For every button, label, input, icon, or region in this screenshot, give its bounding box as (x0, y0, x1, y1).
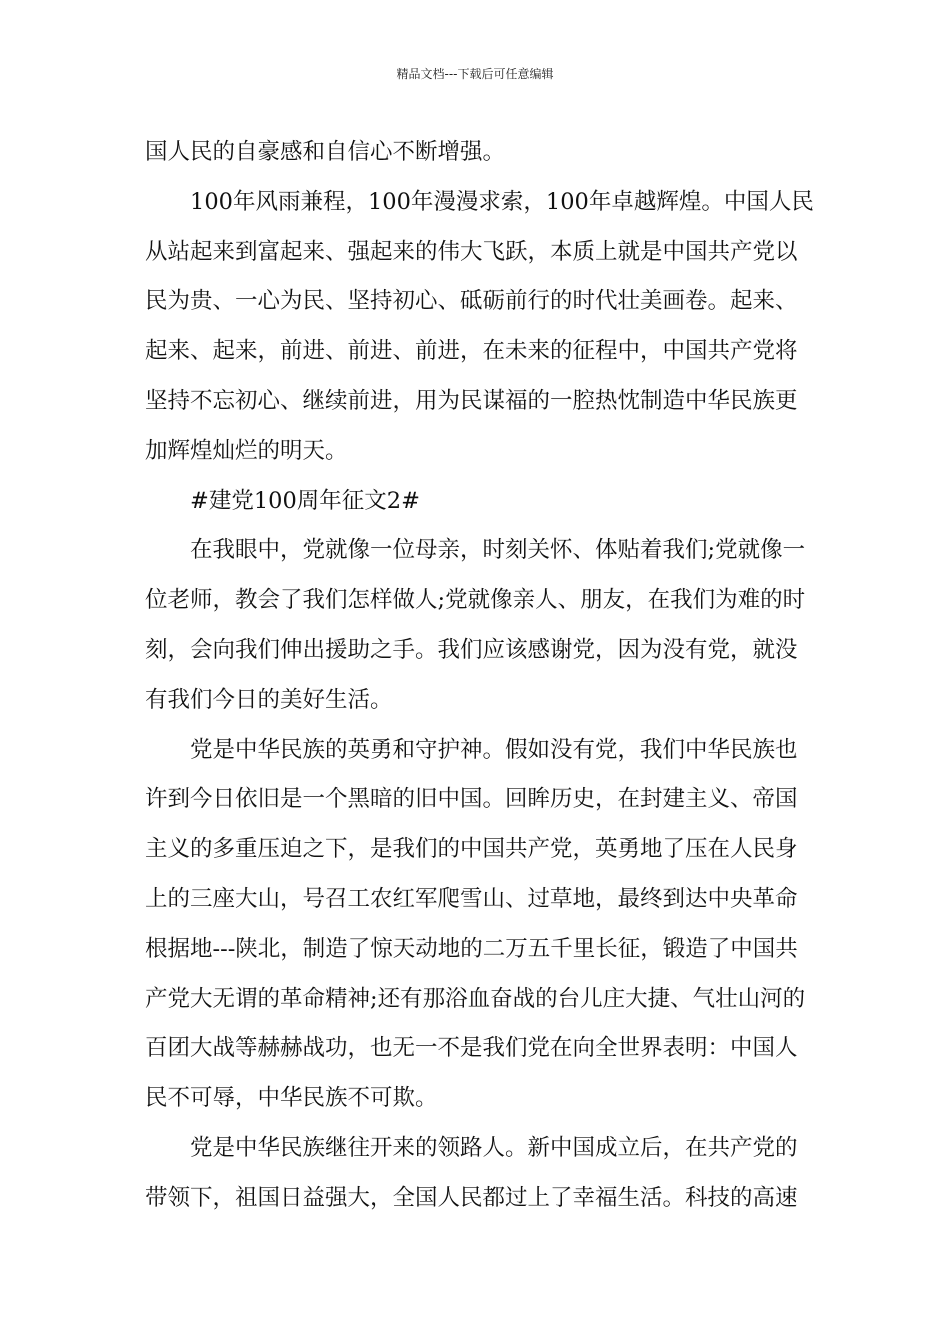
text-line: 产党大无谓的革命精神;还有那浴血奋战的台儿庄大捷、气壮山河的 (145, 985, 806, 1012)
section-heading: #建党100周年征文2# (190, 487, 420, 514)
page-header: 精品文档---下载后可任意编辑 (396, 67, 554, 81)
text-line: 带领下，祖国日益强大，全国人民都过上了幸福生活。科技的高速 (145, 1184, 798, 1211)
text-line: 在我眼中，党就像一位母亲，时刻关怀、体贴着我们;党就像一 (190, 537, 806, 564)
text-line: 根据地---陕北，制造了惊天动地的二万五千里长征，锻造了中国共 (145, 935, 798, 962)
text-line: 从站起来到富起来、强起来的伟大飞跃，本质上就是中国共产党以 (145, 238, 798, 265)
text-line: 加辉煌灿烂的明天。 (145, 437, 348, 464)
text-line: 党是中华民族的英勇和守护神。假如没有党，我们中华民族也 (190, 736, 798, 763)
text-line: 主义的多重压迫之下，是我们的中国共产党，英勇地了压在人民身 (145, 836, 798, 863)
text-line: 许到今日依旧是一个黑暗的旧中国。回眸历史，在封建主义、帝国 (145, 786, 798, 813)
text-line: 起来、起来，前进、前进、前进，在未来的征程中，中国共产党将 (145, 338, 798, 365)
text-line: 上的三座大山，号召工农红军爬雪山、过草地，最终到达中央革命 (145, 885, 798, 912)
document-body (145, 128, 814, 1224)
text-line: 民为贵、一心为民、坚持初心、砥砺前行的时代壮美画卷。起来、 (145, 288, 798, 315)
text-line: 100年风雨兼程，100年漫漫求索，100年卓越辉煌。中国人民 (190, 188, 814, 215)
text-line: 刻，会向我们伸出援助之手。我们应该感谢党，因为没有党，就没 (145, 636, 798, 663)
text-line: 坚持不忘初心、继续前进，用为民谋福的一腔热忱制造中华民族更 (145, 387, 798, 414)
text-line: 位老师，教会了我们怎样做人;党就像亲人、朋友，在我们为难的时 (145, 587, 806, 614)
text-line: 有我们今日的美好生活。 (145, 686, 393, 713)
text-line: 国人民的自豪感和自信心不断增强。 (145, 139, 506, 165)
text-line: 民不可辱，中华民族不可欺。 (145, 1085, 438, 1112)
text-line: 百团大战等赫赫战功，也无一不是我们党在向全世界表明：中国人 (145, 1035, 798, 1062)
text-line: 党是中华民族继往开来的领路人。新中国成立后，在共产党的 (190, 1134, 798, 1161)
